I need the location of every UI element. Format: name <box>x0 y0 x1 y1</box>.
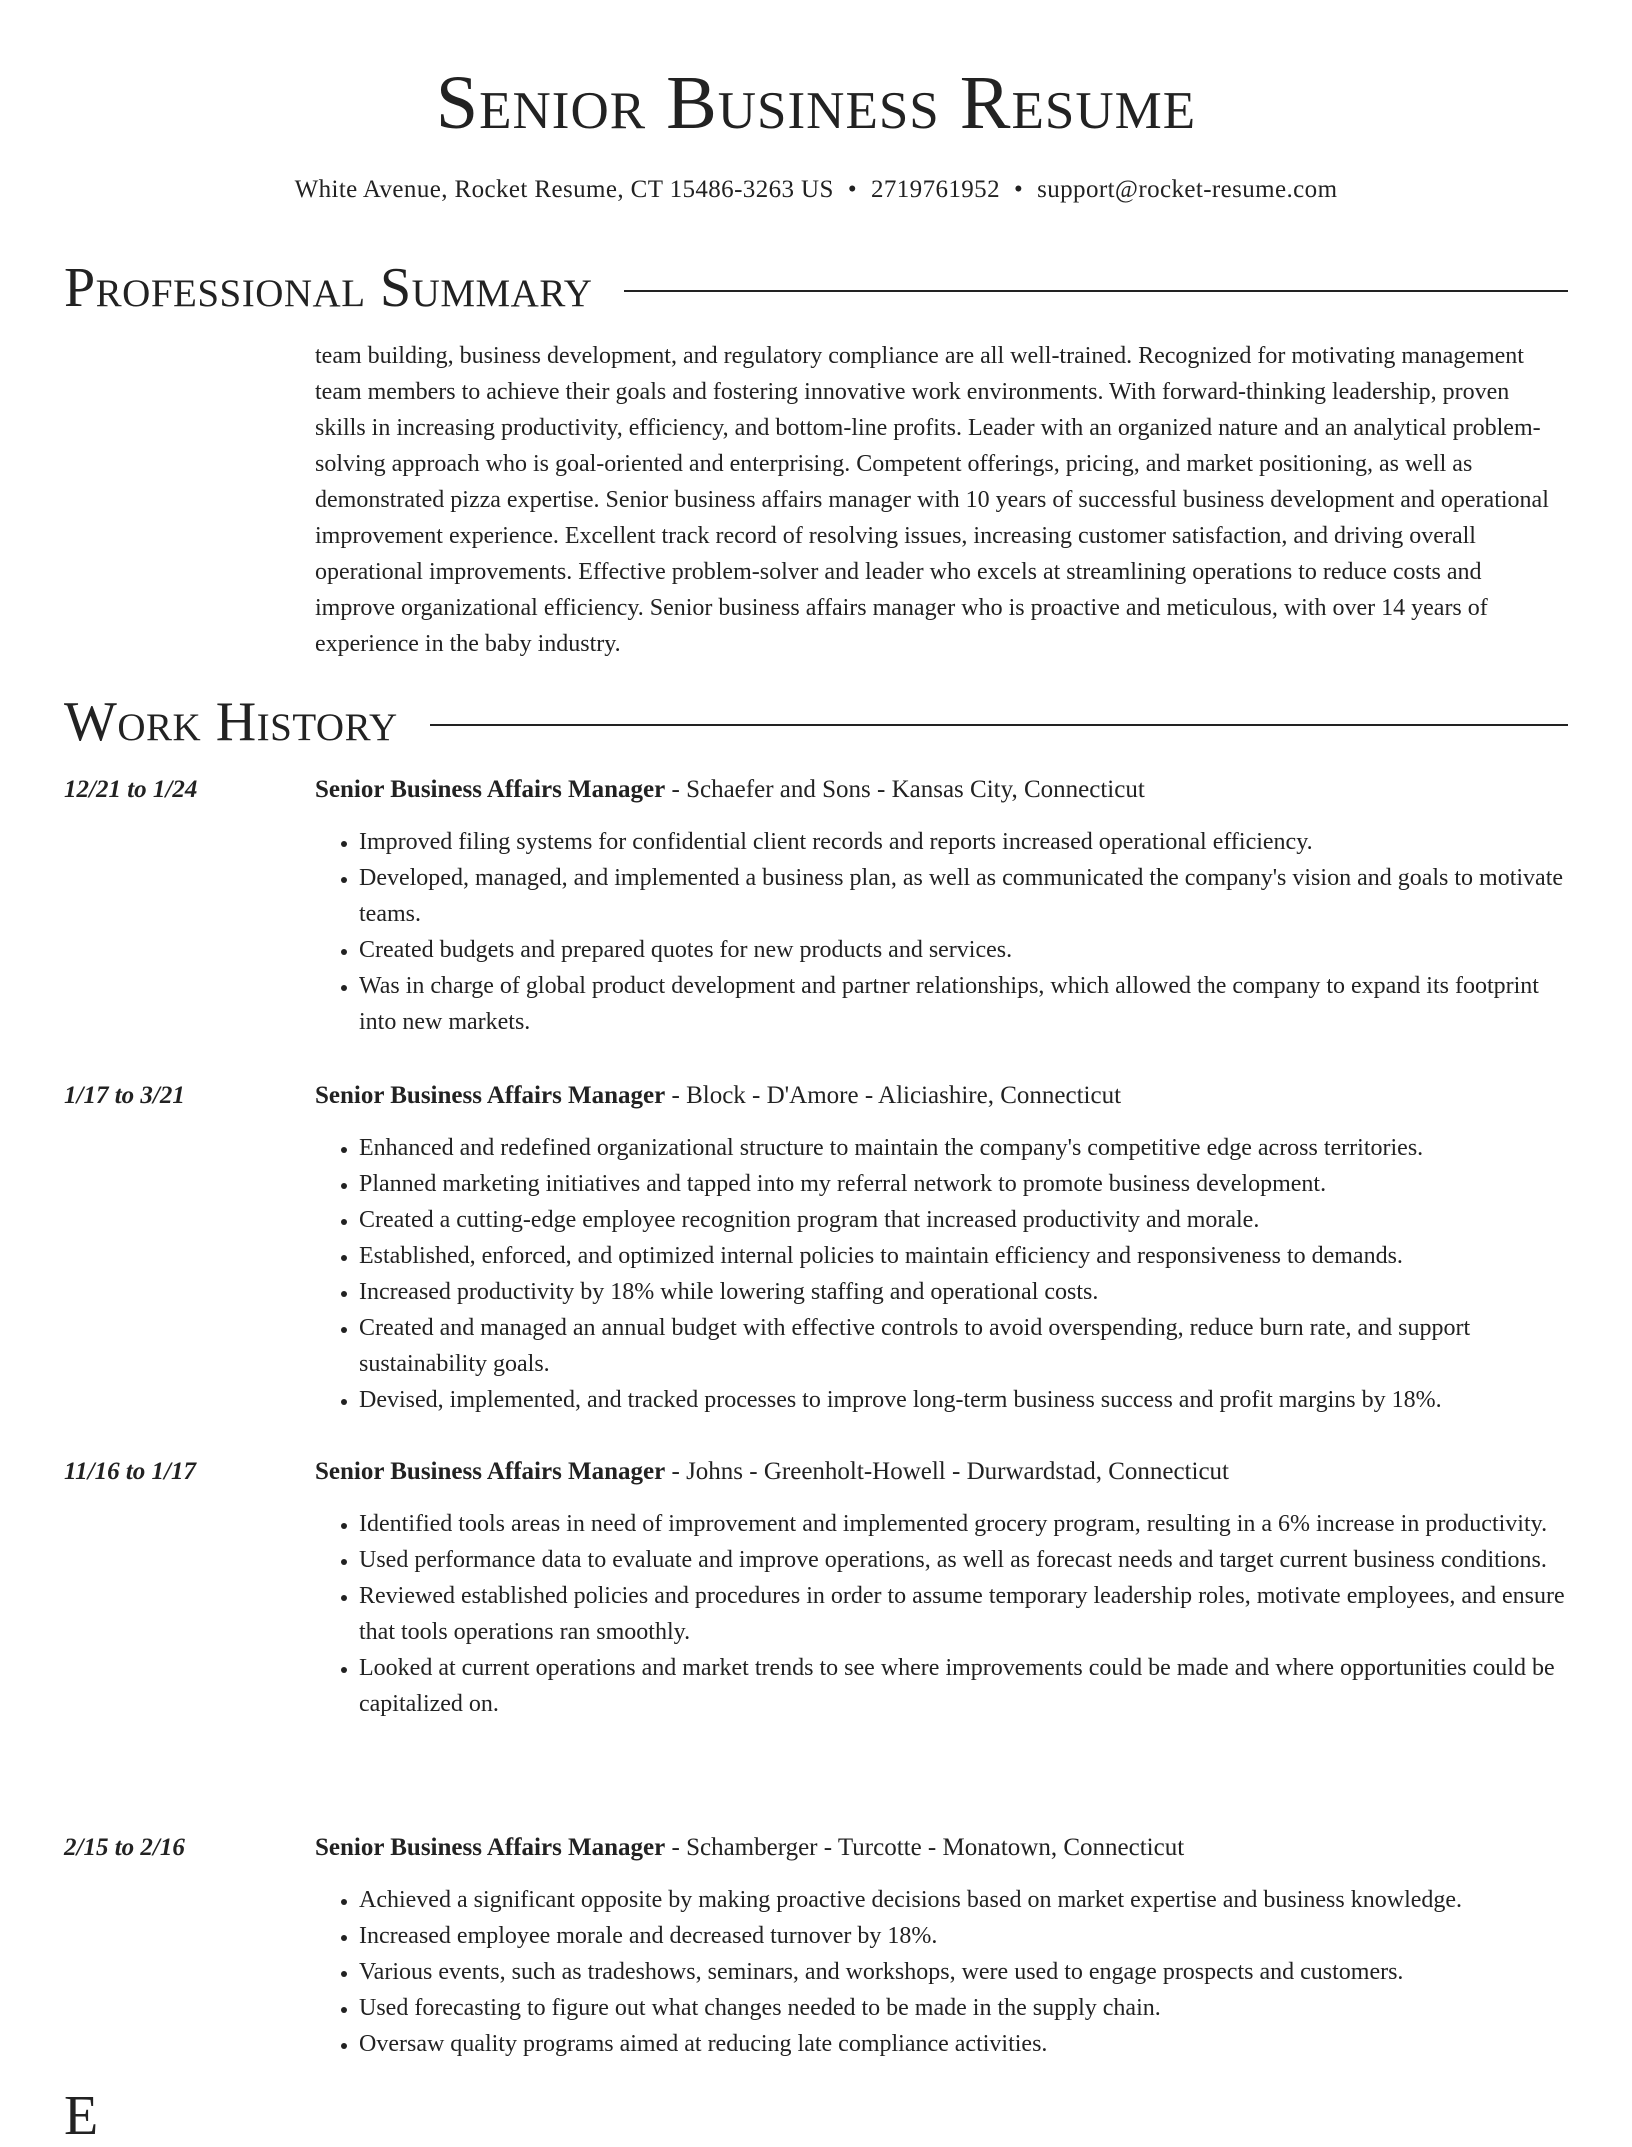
job-dates: 2/15 to 2/16 <box>64 1834 185 1861</box>
job-bullet: • Was in charge of global product development and partner relationships, which allowed the company to expand its footprint into new markets. <box>359 968 1575 1040</box>
work-history-section-heading <box>64 692 1568 752</box>
job-bullet: • Developed, managed, and implemented a business plan, as well as communicated the company's vision and goals to motivate teams. <box>359 860 1575 932</box>
job-bullet: • Devised, implemented, and tracked processes to improve long-term business success and profit margins by 18%. <box>359 1382 1575 1418</box>
job-bullet-list <box>315 1506 1575 1722</box>
job-bullet: • Achieved a significant opposite by making proactive decisions based on market expertise and business knowledge. <box>359 1882 1575 1918</box>
next-section-heading-partial: E <box>64 2085 99 2147</box>
job-details: - Block - D'Amore - Aliciashire, Connecticut <box>665 1082 1122 1109</box>
summary-section-heading <box>64 258 1568 318</box>
job-bullet-list <box>315 1130 1575 1418</box>
contact-line <box>0 172 1632 208</box>
job-header <box>315 1078 1121 1114</box>
resume-title: Senior Business Resume <box>435 61 1197 145</box>
section-divider <box>624 290 1568 292</box>
job-bullet: • Created budgets and prepared quotes for new products and services. <box>359 932 1575 968</box>
job-bullet: • Planned marketing initiatives and tapped into my referral network to promote business development. <box>359 1166 1575 1202</box>
contact-email: support@rocket-resume.com <box>1037 176 1338 203</box>
job-bullet: • Enhanced and redefined organizational structure to maintain the company's competitive edge across territories. <box>359 1130 1575 1166</box>
summary-text: team building, business development, and regulatory compliance are all well-trained. Recognized for motivating management team members to achieve their goals and fostering innovative work environments. With forward-thinking leadership, proven skills in increasing productivity, efficiency, and bottom-line profits. Leader with an organized nature and an analytical problem-solving approach who is goal-oriented and enterprising. Competent offerings, pricing, and market positioning, as well as demonstrated pizza expertise. Senior business affairs manager with 10 years of successful business development and operational improvement experience. Excellent track record of resolving issues, increasing customer satisfaction, and driving overall operational improvements. Effective problem-solver and leader who excels at streamlining operations to reduce costs and improve organizational efficiency. Senior business affairs manager who is proactive and meticulous, with over 14 years of experience in the baby industry. <box>315 343 1549 657</box>
contact-address: White Avenue, Rocket Resume, CT 15486-3263 US <box>294 176 834 203</box>
work-history-heading-text: Work History <box>64 691 398 753</box>
job-header <box>315 1454 1229 1490</box>
job-header <box>315 1830 1184 1866</box>
job-details: - Schaefer and Sons - Kansas City, Connecticut <box>665 776 1145 803</box>
job-bullet: • Increased employee morale and decreased turnover by 18%. <box>359 1918 1575 1954</box>
job-bullet: • Created a cutting-edge employee recognition program that increased productivity and morale. <box>359 1202 1575 1238</box>
job-bullet: • Identified tools areas in need of improvement and implemented grocery program, resulting in a 6% increase in productivity. <box>359 1506 1575 1542</box>
job-dates: 11/16 to 1/17 <box>64 1458 196 1485</box>
job-bullet-list <box>315 824 1575 1040</box>
job-bullet: • Used performance data to evaluate and improve operations, as well as forecast needs and target current business conditions. <box>359 1542 1575 1578</box>
contact-separator: • <box>847 176 857 203</box>
job-details: - Schamberger - Turcotte - Monatown, Connecticut <box>665 1834 1185 1861</box>
section-divider <box>430 724 1568 726</box>
job-dates: 1/17 to 3/21 <box>64 1082 185 1109</box>
job-bullet: • Improved filing systems for confidential client records and reports increased operational efficiency. <box>359 824 1575 860</box>
job-dates: 12/21 to 1/24 <box>64 776 198 803</box>
job-bullet-list <box>315 1882 1575 2062</box>
job-bullet: • Various events, such as tradeshows, seminars, and workshops, were used to engage prospects and customers. <box>359 1954 1575 1990</box>
job-title: Senior Business Affairs Manager <box>315 776 666 803</box>
job-bullet: • Created and managed an annual budget with effective controls to avoid overspending, reduce burn rate, and support sustainability goals. <box>359 1310 1575 1382</box>
job-details: - Johns - Greenholt-Howell - Durwardstad, Connecticut <box>665 1458 1229 1485</box>
job-title: Senior Business Affairs Manager <box>315 1834 666 1861</box>
job-bullet: • Used forecasting to figure out what changes needed to be made in the supply chain. <box>359 1990 1575 2026</box>
job-header <box>315 772 1145 808</box>
job-bullet: • Increased productivity by 18% while lowering staffing and operational costs. <box>359 1274 1575 1310</box>
contact-phone: 2719761952 <box>870 176 1000 203</box>
job-title: Senior Business Affairs Manager <box>315 1458 666 1485</box>
summary-heading-text: Professional Summary <box>64 257 593 319</box>
job-title: Senior Business Affairs Manager <box>315 1082 666 1109</box>
contact-separator: • <box>1013 176 1024 203</box>
job-bullet: • Established, enforced, and optimized internal policies to maintain efficiency and responsiveness to demands. <box>359 1238 1575 1274</box>
job-bullet: • Reviewed established policies and procedures in order to assume temporary leadership roles, motivate employees, and ensure that tools operations ran smoothly. <box>359 1578 1575 1650</box>
job-bullet: • Looked at current operations and market trends to see where improvements could be made and where opportunities could be capitalized on. <box>359 1650 1575 1722</box>
job-bullet: • Oversaw quality programs aimed at reducing late compliance activities. <box>359 2026 1575 2062</box>
